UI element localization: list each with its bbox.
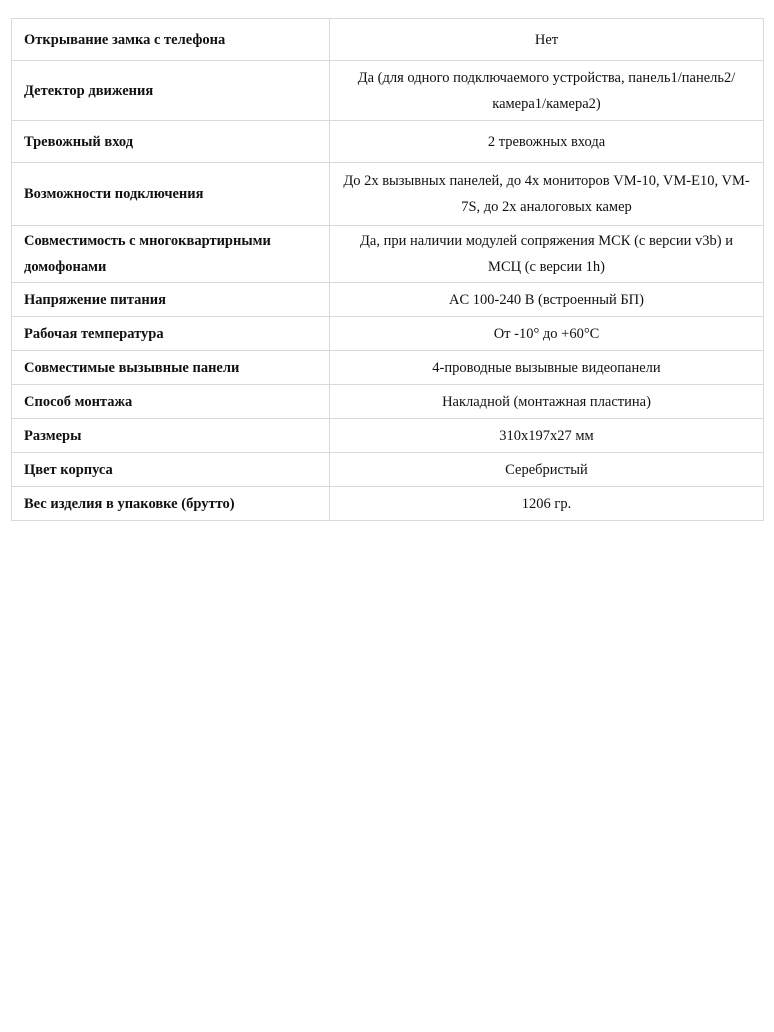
table-row xyxy=(12,226,764,283)
spec-value: От -10° до +60°C xyxy=(330,317,764,351)
spec-param-label: Совместимость с многоквартирными домофонами xyxy=(12,226,330,283)
spec-param-label: Рабочая температура xyxy=(12,317,330,351)
spec-value: Да, при наличии модулей сопряжения МСК (с версии v3b) и МСЦ (с версии 1h) xyxy=(330,226,764,283)
spec-param-label: Возможности подключения xyxy=(12,163,330,226)
spec-value: 310x197x27 мм xyxy=(330,419,764,453)
spec-param-label: Тревожный вход xyxy=(12,121,330,163)
spec-param-label: Напряжение питания xyxy=(12,283,330,317)
spec-value: 2 тревожных входа xyxy=(330,121,764,163)
table-row xyxy=(12,283,764,317)
table-row xyxy=(12,453,764,487)
table-row xyxy=(12,419,764,453)
specifications-table xyxy=(11,18,764,521)
spec-param-label: Цвет корпуса xyxy=(12,453,330,487)
spec-value: Серебристый xyxy=(330,453,764,487)
spec-value: До 2х вызывных панелей, до 4х мониторов VM-10, VM-E10, VM-7S, до 2х аналоговых камер xyxy=(330,163,764,226)
table-row xyxy=(12,351,764,385)
table-row xyxy=(12,317,764,351)
spec-value: Да (для одного подключаемого устройства, панель1/панель2/камера1/камера2) xyxy=(330,61,764,121)
table-row xyxy=(12,61,764,121)
table-row xyxy=(12,163,764,226)
spec-param-label: Способ монтажа xyxy=(12,385,330,419)
spec-param-label: Детектор движения xyxy=(12,61,330,121)
spec-value: AC 100-240 В (встроенный БП) xyxy=(330,283,764,317)
spec-param-label: Размеры xyxy=(12,419,330,453)
spec-param-label: Открывание замка с телефона xyxy=(12,19,330,61)
spec-value: 4-проводные вызывные видеопанели xyxy=(330,351,764,385)
spec-param-label: Вес изделия в упаковке (брутто) xyxy=(12,487,330,521)
spec-value: 1206 гр. xyxy=(330,487,764,521)
table-row xyxy=(12,121,764,163)
spec-value: Накладной (монтажная пластина) xyxy=(330,385,764,419)
spec-value: Нет xyxy=(330,19,764,61)
table-row xyxy=(12,385,764,419)
table-row xyxy=(12,487,764,521)
table-row xyxy=(12,19,764,61)
spec-param-label: Совместимые вызывные панели xyxy=(12,351,330,385)
